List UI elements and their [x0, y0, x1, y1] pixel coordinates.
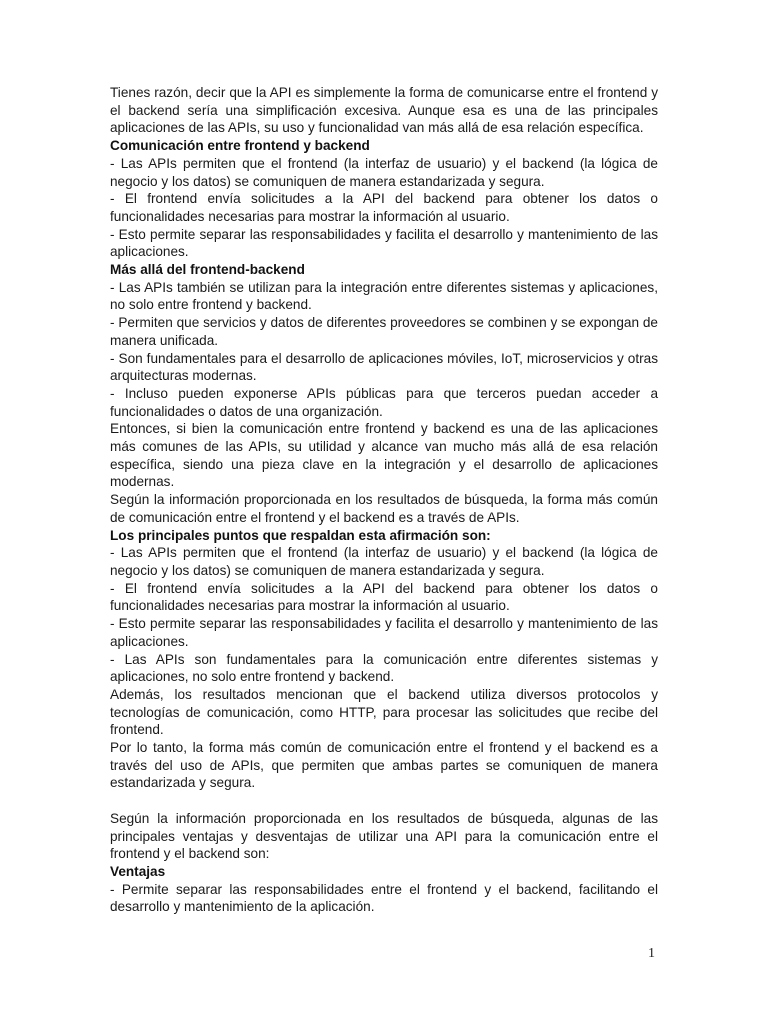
bullet-item: - El frontend envía solicitudes a la API del backend para obtener los datos o funcionalidades necesarias para mostrar la información al usuario. [110, 580, 658, 614]
bullet-item: - Las APIs también se utilizan para la integración entre diferentes sistemas y aplicaciones, no solo entre frontend y backend. [110, 279, 658, 313]
paragraph-intro: Tienes razón, decir que la API es simplemente la forma de comunicarse entre el frontend y el backend sería una simplificación excesiva. Aunque esa es una de las principales aplicaciones de las APIs, su uso y funcionalidad van más allá de esa relación específica. [110, 85, 658, 136]
paragraph-ventajas-intro: Según la información proporcionada en los resultados de búsqueda, algunas de las principales ventajas y desventajas de utilizar una API para la comunicación entre el frontend y el backend son: [110, 810, 658, 862]
blank-line [110, 792, 658, 810]
bullet-item: - Esto permite separar las responsabilidades y facilita el desarrollo y mantenimiento de las aplicaciones. [110, 616, 658, 649]
paragraph-por-lo-tanto: Por lo tanto, la forma más común de comunicación entre el frontend y el backend es a través del uso de APIs, que permiten que ambas partes se comuniquen de manera estandarizada y segura. [110, 740, 658, 791]
bullet-item: - Las APIs son fundamentales para la comunicación entre diferentes sistemas y aplicaciones, no solo entre frontend y backend. [110, 651, 658, 685]
paragraph-forma-comun: Según la información proporcionada en los resultados de búsqueda, la forma más común de comunicación entre el frontend y el backend es a través de APIs. [110, 492, 658, 525]
bullet-item: - Las APIs permiten que el frontend (la interfaz de usuario) y el backend (la lógica de negocio y los datos) se comuniquen de manera estandarizada y segura. [110, 545, 658, 578]
document-body [110, 84, 658, 916]
page-number: 1 [648, 946, 655, 961]
bullet-item: - Permiten que servicios y datos de diferentes proveedores se combinen y se expongan de manera unificada. [110, 315, 658, 348]
paragraph-ademas: Además, los resultados mencionan que el backend utiliza diversos protocolos y tecnologías de comunicación, como HTTP, para procesar las solicitudes que recibe del frontend. [110, 686, 658, 738]
bullet-item: - Esto permite separar las responsabilidades y facilita el desarrollo y mantenimiento de las aplicaciones. [110, 226, 658, 260]
bullet-item: - Son fundamentales para el desarrollo de aplicaciones móviles, IoT, microservicios y otras arquitecturas modernas. [110, 350, 658, 384]
heading-ventajas: Ventajas [110, 863, 166, 879]
paragraph-conclusion: Entonces, si bien la comunicación entre frontend y backend es una de las aplicaciones más comunes de las APIs, su utilidad y alcance van mucho más allá de esa relación específica, siendo una pieza clave en la integración y el desarrollo de aplicaciones modernas. [110, 421, 658, 490]
heading-comunicacion: Comunicación entre frontend y backend [110, 138, 370, 154]
bullet-item: - Permite separar las responsabilidades entre el frontend y el backend, facilitando el desarrollo y mantenimiento de la aplicación. [110, 881, 658, 915]
heading-mas-alla: Más allá del frontend-backend [110, 262, 305, 278]
heading-puntos: Los principales puntos que respaldan esta afirmación son: [110, 527, 491, 543]
bullet-item: - Incluso pueden exponerse APIs públicas para que terceros puedan acceder a funcionalidades o datos de una organización. [110, 385, 658, 419]
bullet-item: - Las APIs permiten que el frontend (la interfaz de usuario) y el backend (la lógica de negocio y los datos) se comuniquen de manera estandarizada y segura. [110, 155, 658, 189]
bullet-item: - El frontend envía solicitudes a la API del backend para obtener los datos o funcionalidades necesarias para mostrar la información al usuario. [110, 191, 658, 224]
